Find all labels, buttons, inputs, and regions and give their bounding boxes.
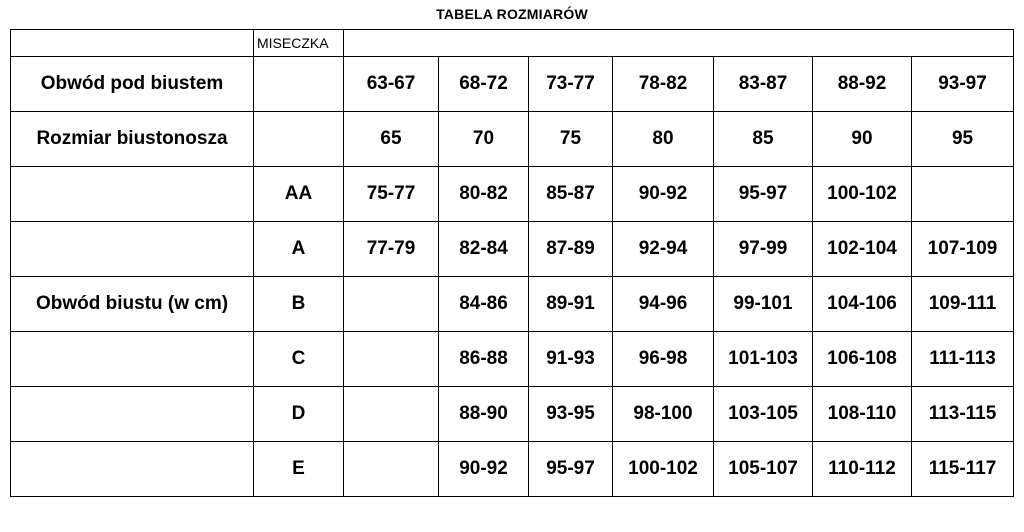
row-label	[11, 442, 254, 497]
cup-cell: D	[254, 387, 344, 442]
value-cell: 82-84	[439, 222, 529, 277]
header-sizes-cell	[344, 30, 1014, 57]
cup-cell: AA	[254, 167, 344, 222]
value-cell: 83-87	[714, 57, 813, 112]
value-cell: 86-88	[439, 332, 529, 387]
value-cell: 87-89	[529, 222, 613, 277]
value-cell: 95-97	[714, 167, 813, 222]
value-cell: 98-100	[613, 387, 714, 442]
value-cell: 75-77	[344, 167, 439, 222]
value-cell: 90-92	[613, 167, 714, 222]
value-cell: 100-102	[613, 442, 714, 497]
value-cell: 65	[344, 112, 439, 167]
size-table	[10, 29, 1014, 497]
row-label	[11, 387, 254, 442]
value-cell: 111-113	[912, 332, 1014, 387]
value-cell: 108-110	[813, 387, 912, 442]
table-row	[11, 442, 1014, 497]
value-cell: 75	[529, 112, 613, 167]
value-cell: 92-94	[613, 222, 714, 277]
header-blank-cell	[11, 30, 254, 57]
row-label: Rozmiar biustonosza	[11, 112, 254, 167]
value-cell: 103-105	[714, 387, 813, 442]
value-cell: 93-97	[912, 57, 1014, 112]
cup-cell: C	[254, 332, 344, 387]
value-cell: 80	[613, 112, 714, 167]
value-cell: 91-93	[529, 332, 613, 387]
value-cell: 63-67	[344, 57, 439, 112]
value-cell: 85	[714, 112, 813, 167]
value-cell: 88-90	[439, 387, 529, 442]
page-title: TABELA ROZMIARÓW	[436, 6, 588, 22]
row-label: Obwód pod biustem	[11, 57, 254, 112]
row-label	[11, 167, 254, 222]
value-cell: 115-117	[912, 442, 1014, 497]
value-cell: 88-92	[813, 57, 912, 112]
value-cell: 102-104	[813, 222, 912, 277]
cup-cell	[254, 57, 344, 112]
value-cell: 101-103	[714, 332, 813, 387]
table-row	[11, 167, 1014, 222]
cup-cell	[254, 112, 344, 167]
cup-cell: E	[254, 442, 344, 497]
value-cell: 105-107	[714, 442, 813, 497]
table-row	[11, 277, 1014, 332]
value-cell	[912, 167, 1014, 222]
value-cell: 85-87	[529, 167, 613, 222]
value-cell	[344, 387, 439, 442]
header-cup-label: MISECZKA	[254, 30, 344, 57]
value-cell: 73-77	[529, 57, 613, 112]
value-cell: 90-92	[439, 442, 529, 497]
cup-cell: B	[254, 277, 344, 332]
row-label	[11, 332, 254, 387]
value-cell	[344, 442, 439, 497]
value-cell: 109-111	[912, 277, 1014, 332]
value-cell: 110-112	[813, 442, 912, 497]
value-cell: 99-101	[714, 277, 813, 332]
value-cell: 84-86	[439, 277, 529, 332]
value-cell: 90	[813, 112, 912, 167]
value-cell: 113-115	[912, 387, 1014, 442]
row-label: Obwód biustu (w cm)	[11, 277, 254, 332]
value-cell: 78-82	[613, 57, 714, 112]
table-row	[11, 222, 1014, 277]
value-cell: 80-82	[439, 167, 529, 222]
value-cell: 97-99	[714, 222, 813, 277]
cup-cell: A	[254, 222, 344, 277]
table-row	[11, 332, 1014, 387]
value-cell: 68-72	[439, 57, 529, 112]
value-cell: 77-79	[344, 222, 439, 277]
value-cell: 107-109	[912, 222, 1014, 277]
value-cell: 106-108	[813, 332, 912, 387]
table-row	[11, 112, 1014, 167]
value-cell: 95	[912, 112, 1014, 167]
value-cell: 70	[439, 112, 529, 167]
value-cell: 100-102	[813, 167, 912, 222]
value-cell: 94-96	[613, 277, 714, 332]
value-cell	[344, 332, 439, 387]
value-cell: 89-91	[529, 277, 613, 332]
header-row	[11, 30, 1014, 57]
value-cell: 93-95	[529, 387, 613, 442]
value-cell	[344, 277, 439, 332]
table-row	[11, 387, 1014, 442]
value-cell: 96-98	[613, 332, 714, 387]
value-cell: 104-106	[813, 277, 912, 332]
row-label	[11, 222, 254, 277]
value-cell: 95-97	[529, 442, 613, 497]
table-row	[11, 57, 1014, 112]
